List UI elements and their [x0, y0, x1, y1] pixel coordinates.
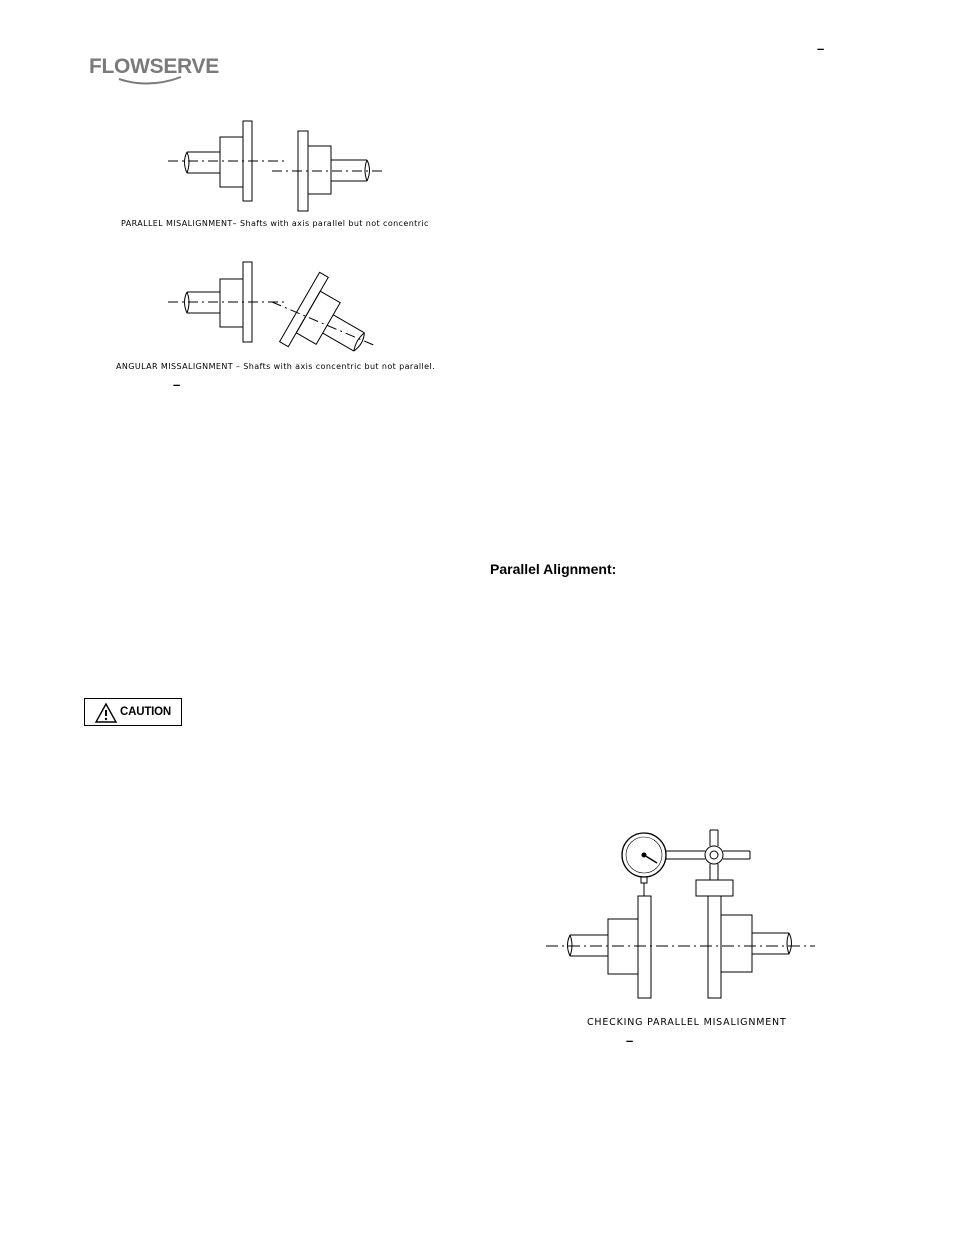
parallel-misalignment-caption: PARALLEL MISALIGNMENT– Shafts with axis parallel but not concentric	[121, 219, 429, 228]
logo-text: FLOWSERVE	[89, 55, 219, 78]
parallel-misalignment-diagram	[160, 115, 390, 215]
figure-1-marker: –	[173, 377, 181, 392]
checking-parallel-misalignment-diagram	[540, 825, 830, 1005]
page-marker: –	[817, 41, 825, 56]
angular-misalignment-caption: ANGULAR MISSALIGNMENT – Shafts with axis concentric but not parallel.	[116, 362, 436, 371]
checking-parallel-misalignment-caption: CHECKING PARALLEL MISALIGNMENT	[587, 1017, 787, 1028]
caution-label: CAUTION	[120, 706, 171, 718]
parallel-alignment-heading: Parallel Alignment:	[490, 561, 617, 577]
flowserve-logo	[89, 51, 219, 91]
angular-misalignment-diagram	[160, 258, 390, 358]
logo-swoosh-icon	[89, 51, 205, 91]
warning-triangle-icon	[94, 702, 118, 724]
caution-box	[84, 698, 182, 726]
figure-2-marker: –	[626, 1033, 634, 1048]
